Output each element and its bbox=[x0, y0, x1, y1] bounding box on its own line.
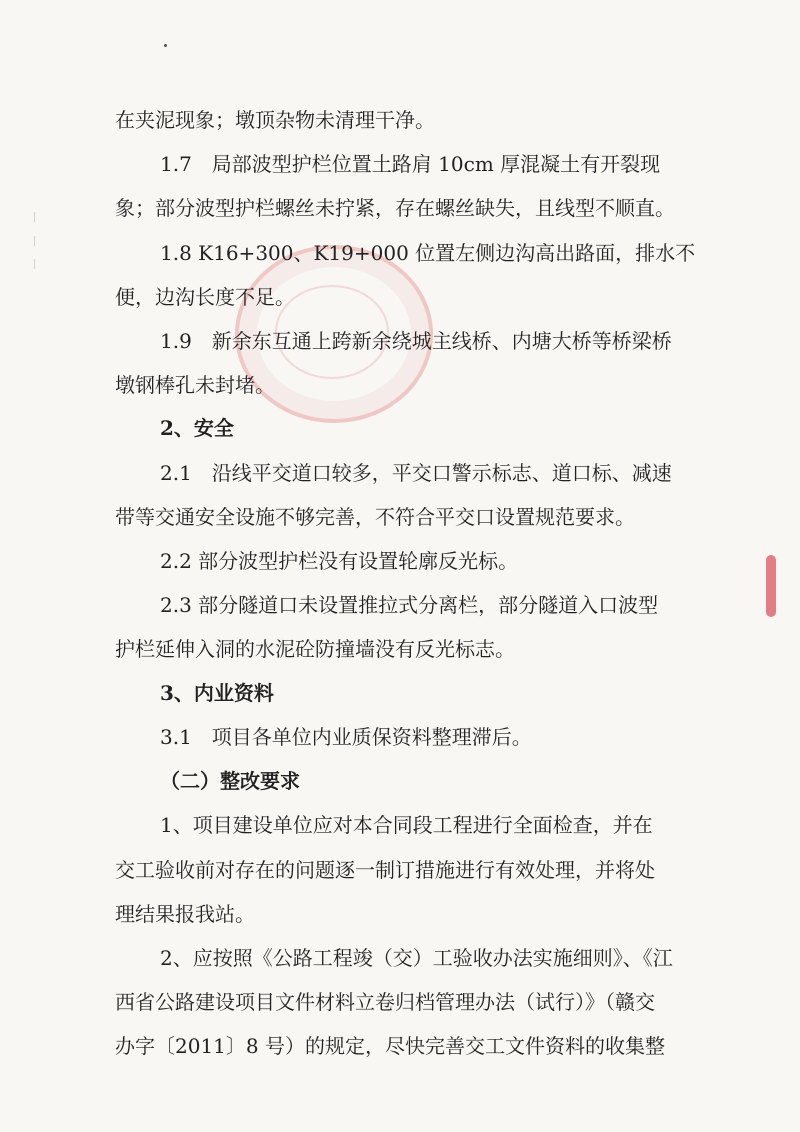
margin-tick bbox=[34, 212, 35, 222]
margin-tick bbox=[34, 259, 35, 269]
section-safety-heading: 2、安全 bbox=[160, 416, 234, 440]
requirement-2-line-1: 2、应按照《公路工程竣（交）工验收办法实施细则》、《江 bbox=[160, 946, 673, 970]
red-edge-mark bbox=[766, 555, 776, 617]
item-1-8-line-2: 便，边沟长度不足。 bbox=[115, 285, 295, 309]
requirement-2-line-2: 西省公路建设项目文件材料立卷归档管理办法（试行）》（赣交 bbox=[115, 990, 655, 1014]
item-2-1-line-1: 2.1 沿线平交道口较多，平交口警示标志、道口标、减速 bbox=[160, 461, 672, 485]
section-internal-records-heading: 3、内业资料 bbox=[160, 681, 274, 705]
body-line: 在夹泥现象；墩顶杂物未清理干净。 bbox=[115, 108, 435, 132]
requirement-1-line-3: 理结果报我站。 bbox=[115, 902, 255, 926]
rectification-requirements-heading: （二）整改要求 bbox=[160, 769, 300, 793]
item-1-9-line-1: 1.9 新余东互通上跨新余绕城主线桥、内塘大桥等桥梁桥 bbox=[160, 329, 672, 353]
item-1-9-line-2: 墩钢棒孔未封堵。 bbox=[115, 373, 275, 397]
item-1-7-line-2: 象；部分波型护栏螺丝未拧紧，存在螺丝缺失，且线型不顺直。 bbox=[115, 196, 675, 220]
requirement-1-line-1: 1、项目建设单位应对本合同段工程进行全面检查，并在 bbox=[160, 813, 653, 837]
item-1-8-line-1: 1.8 K16+300、K19+000 位置左侧边沟高出路面，排水不 bbox=[160, 241, 696, 265]
item-1-7-line-1: 1.7 局部波型护栏位置土路肩 10cm 厚混凝土有开裂现 bbox=[160, 152, 661, 176]
item-2-2-line: 2.2 部分波型护栏没有设置轮廓反光标。 bbox=[160, 549, 519, 573]
margin-tick bbox=[34, 236, 35, 246]
requirement-2-line-3: 办字〔2011〕8 号）的规定，尽快完善交工文件资料的收集整 bbox=[115, 1034, 665, 1058]
item-3-1-line: 3.1 项目各单位内业质保资料整理滞后。 bbox=[160, 725, 532, 749]
item-2-3-line-2: 护栏延伸入洞的水泥砼防撞墙没有反光标志。 bbox=[115, 637, 515, 661]
scan-dot bbox=[164, 44, 167, 47]
requirement-1-line-2: 交工验收前对存在的问题逐一制订措施进行有效处理，并将处 bbox=[115, 858, 655, 882]
item-2-1-line-2: 带等交通安全设施不够完善，不符合平交口设置规范要求。 bbox=[115, 505, 635, 529]
item-2-3-line-1: 2.3 部分隧道口未设置推拉式分离栏，部分隧道入口波型 bbox=[160, 593, 659, 617]
